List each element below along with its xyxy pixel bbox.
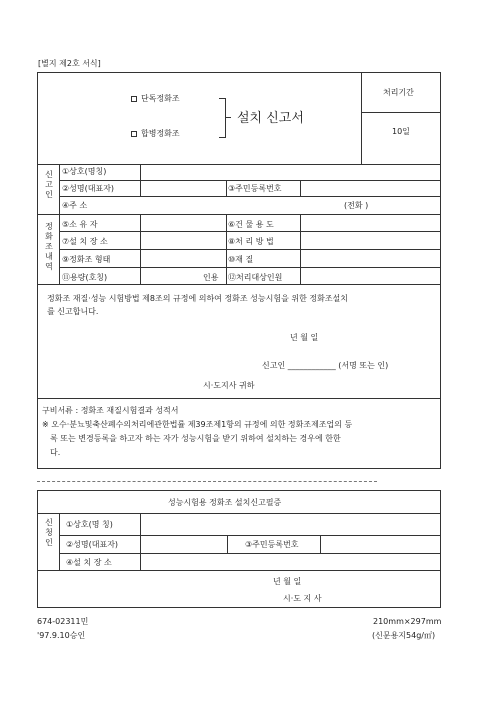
combined-septic-label: 합병정화조 <box>141 129 180 138</box>
period-value: 10일 <box>392 127 410 136</box>
form-number: [별지 제2호 서식] <box>38 59 101 68</box>
cert-regno-label: ③주민등록번호 <box>245 540 299 549</box>
material-label: ⑩재 질 <box>228 255 254 264</box>
cert-rep-field[interactable] <box>141 536 226 553</box>
method-field[interactable] <box>301 232 440 248</box>
certificate-title: 성능시험용 정화조 설치신고필증 <box>168 498 282 507</box>
certificate-applicant-label: 신 청 인 <box>45 518 53 547</box>
owner-label: ⑤소 유 자 <box>62 220 98 229</box>
material-field[interactable] <box>301 250 440 266</box>
target-people-field[interactable] <box>301 268 440 283</box>
form-code: 674-02311민 <box>37 617 89 626</box>
note-line3: 다. <box>50 448 61 457</box>
capacity-label: ⑪용량(호칭) <box>62 273 108 282</box>
bracket <box>219 98 226 138</box>
building-use-field[interactable] <box>301 215 440 230</box>
owner-field[interactable] <box>141 215 225 230</box>
form-title: 설치 신고서 <box>237 111 304 126</box>
applicant-rep-label: ②성명(대표자) <box>62 184 115 193</box>
method-label: ⑧처 리 방 법 <box>228 237 274 246</box>
cut-line <box>37 481 377 482</box>
paper-type: (신문용지54g/㎡) <box>372 631 436 640</box>
location-field[interactable] <box>141 232 225 248</box>
cert-location-field[interactable] <box>141 554 440 569</box>
applicant-regno-field[interactable] <box>301 181 440 195</box>
cert-location-label: ④설 치 장 소 <box>66 558 112 567</box>
cert-name-field[interactable] <box>141 514 440 534</box>
applicant-phone-label: (전화 ) <box>344 201 369 210</box>
cert-date: 년 월 일 <box>273 577 302 586</box>
statement-line1: 정화조 재질·성능 시험방법 제8조의 규정에 의하여 정화조 성능시험을 위한 정화조설치 <box>47 294 348 303</box>
single-septic-checkbox[interactable] <box>131 96 137 102</box>
statement-line2: 를 신고합니다. <box>47 307 99 316</box>
applicant-address-label: ④주 소 <box>62 201 88 210</box>
applicant-name-label: ①상호(명칭) <box>62 167 107 176</box>
note-line2: 록 또는 변경등록을 하고자 하는 자가 성능시험을 받기 위하여 설치하는 경우에 한한 <box>50 434 341 443</box>
required-docs: 구비서류 : 정화조 재질시험결과 성적서 <box>42 406 179 415</box>
target-people-label: ⑫처리대상인원 <box>228 273 283 282</box>
applicant-signature: 신고인 ____________ (서명 또는 인) <box>262 361 389 370</box>
septic-section-label: 정 화 조 내 역 <box>45 222 53 271</box>
note-line1: ※ 오수·분뇨및축산폐수의처리에관한법률 제39조제1항의 규정에 의한 정화조제조업의 등 <box>42 420 353 429</box>
building-use-label: ⑥건 물 용 도 <box>228 220 274 229</box>
cert-rep-label: ②성명(대표자) <box>66 540 119 549</box>
persons-unit: 인용 <box>203 273 219 282</box>
period-label: 처리기간 <box>383 88 414 97</box>
single-septic-label: 단독정화조 <box>141 94 180 103</box>
type-field[interactable] <box>141 250 225 266</box>
statement-date: 년 월 일 <box>290 333 319 342</box>
location-label: ⑦설 치 장 소 <box>62 237 108 246</box>
cert-issuer: 시·도 지 사 <box>283 594 322 603</box>
applicant-address-field[interactable] <box>141 197 341 211</box>
applicant-name-field[interactable] <box>141 165 440 179</box>
paper-size: 210mm×297mm <box>373 617 442 626</box>
recipient: 시·도지사 귀하 <box>203 381 255 390</box>
applicant-regno-label: ③주민등록번호 <box>228 184 282 193</box>
capacity-field[interactable] <box>141 268 201 283</box>
applicant-rep-field[interactable] <box>141 181 225 195</box>
type-label: ⑨정화조 형태 <box>62 255 111 264</box>
cert-name-label: ①상호(명 칭) <box>66 520 113 529</box>
approval-date: '97.9.10승인 <box>37 631 86 640</box>
combined-septic-checkbox[interactable] <box>131 131 137 137</box>
cert-regno-field[interactable] <box>321 536 440 553</box>
applicant-section-label: 신 고 인 <box>45 170 53 199</box>
